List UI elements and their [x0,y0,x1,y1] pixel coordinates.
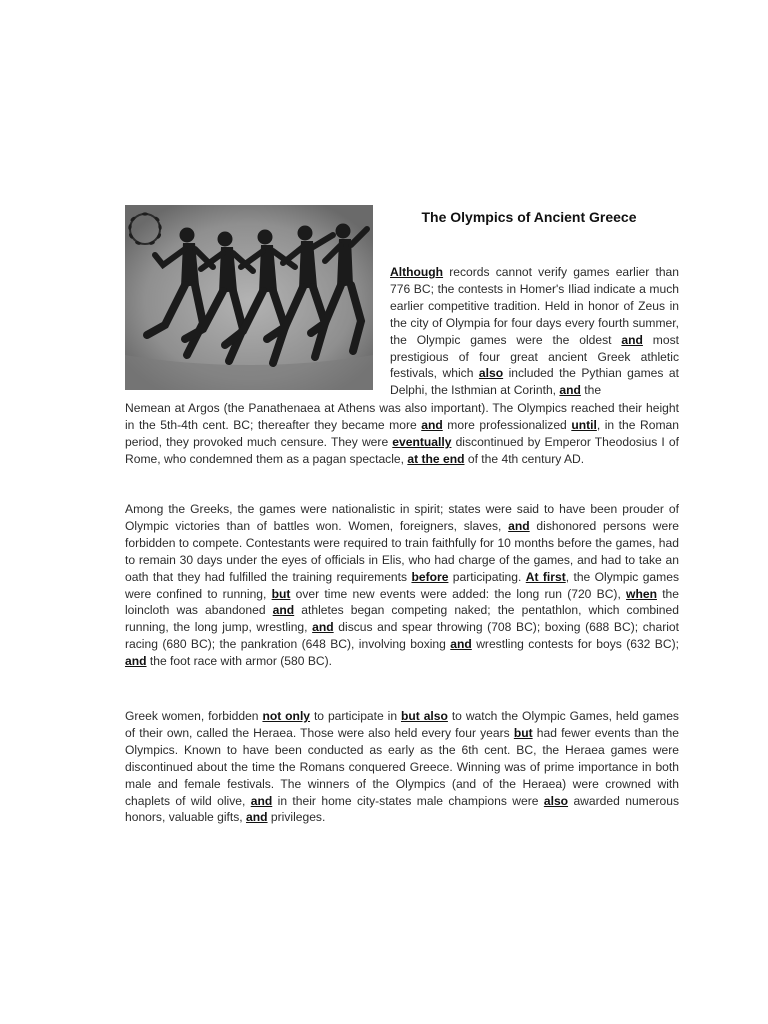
emphasized-word: but also [400,709,448,723]
text-run: participating. [448,569,526,584]
emphasized-word: but [271,586,291,601]
emphasized-word: and [272,603,295,618]
text-run: , in the Roman period, they provoked much censure. They were [125,417,680,449]
text-run: the loincloth was abandoned [125,586,680,618]
text-run: privileges. [267,810,326,825]
emphasized-word: until [571,417,597,432]
vase-painting-image [125,205,373,390]
text-run: athletes began competing naked; the pentathlon, which combined running, the long jump, wrestling, [125,603,679,635]
heraea-paragraph [125,708,679,826]
text-run: the [580,383,602,398]
history-paragraph [125,400,679,468]
emphasized-word: when [626,586,657,601]
emphasized-word: and [621,332,643,347]
emphasized-word: also [478,366,504,381]
emphasized-word: and [559,383,581,398]
emphasized-word: not only [262,709,311,723]
text-run: discus and spear throwing (708 BC); boxing (688 BC); chariot racing (680 BC); the pankration (648 BC), involving boxing [125,620,679,652]
page-title: The Olympics of Ancient Greece [421,209,637,225]
text-run: , the Olympic games were confined to running, [125,569,680,601]
emphasized-word: and [250,793,273,808]
text-run: dishonored persons were forbidden to compete. Contestants were required to train faithfully for 10 months before the games, had to remain 30 days under the eyes of officials in Elis, who had charge of the games, and had to take an oath that they had fulfilled the training requirements [125,518,679,584]
emphasized-word: also [543,793,569,808]
text-run: Greek women, forbidden [125,709,263,723]
text-run: wrestling contests for boys (632 BC); [471,637,679,652]
intro-paragraph [390,264,679,399]
emphasized-word: and [125,654,147,669]
emphasized-word: at the end [407,451,465,466]
emphasized-word: and [421,417,443,432]
emphasized-word: and [246,810,268,825]
text-run: in their home city-states male champions were [272,793,544,808]
emphasized-word: and [450,637,472,652]
emphasized-word: and [312,620,334,635]
text-run: the foot race with armor (580 BC). [146,654,333,669]
emphasized-word: before [411,569,449,584]
emphasized-word: At first [525,569,566,584]
text-run: Among the Greeks, the games were nationalistic in spirit; states were said to have been prouder of Olympic victories than of battles won. Women, foreigners, slaves, [125,502,679,533]
emphasized-word: and [508,518,530,533]
emphasized-word: eventually [392,434,452,449]
rules-paragraph [125,501,679,670]
text-run: Nemean at Argos (the Panathenaea at Athens was also important). The Olympics reached their height in the 5th-4th cent. BC; thereafter they became more [125,401,679,432]
emphasized-word: Although [390,265,444,279]
text-run: more professionalized [442,417,572,432]
emphasized-word: but [513,725,533,740]
text-run: to watch the Olympic Games, held games of their own, called the Heraea. Those were also held every four years [125,709,679,740]
runners-illustration [125,205,373,390]
text-run: records cannot verify games earlier than 776 BC; the contests in Homer's Iliad indicate a much earlier competitive tradition. Held in honor of Zeus in the city of Olympia for four days every fourth summer, the Olympic games were the oldest [390,265,679,347]
text-run: of the 4th century AD. [464,451,585,466]
text-run: had fewer events than the Olympics. Known to have been conducted as early as the 6th cent. BC, the Heraea games were discontinued about the time the Romans conquered Greece. Winning was of prime importance in both male and female festivals. The winners of the Olympics (and of the Heraea) were crowned with chaplets of wild olive, [125,725,679,808]
text-run: awarded numerous honors, valuable gifts, [125,793,679,825]
text-run: most prestigious of four great ancient Greek athletic festivals, which [390,332,679,381]
text-run: to participate in [310,709,401,723]
text-run: included the Pythian games at Delphi, the Isthmian at Corinth, [390,366,680,398]
text-run: over time new events were added: the long run (720 BC), [290,586,627,601]
text-run: discontinued by Emperor Theodosius I of Rome, who condemned them as a pagan spectacle, [125,434,679,466]
